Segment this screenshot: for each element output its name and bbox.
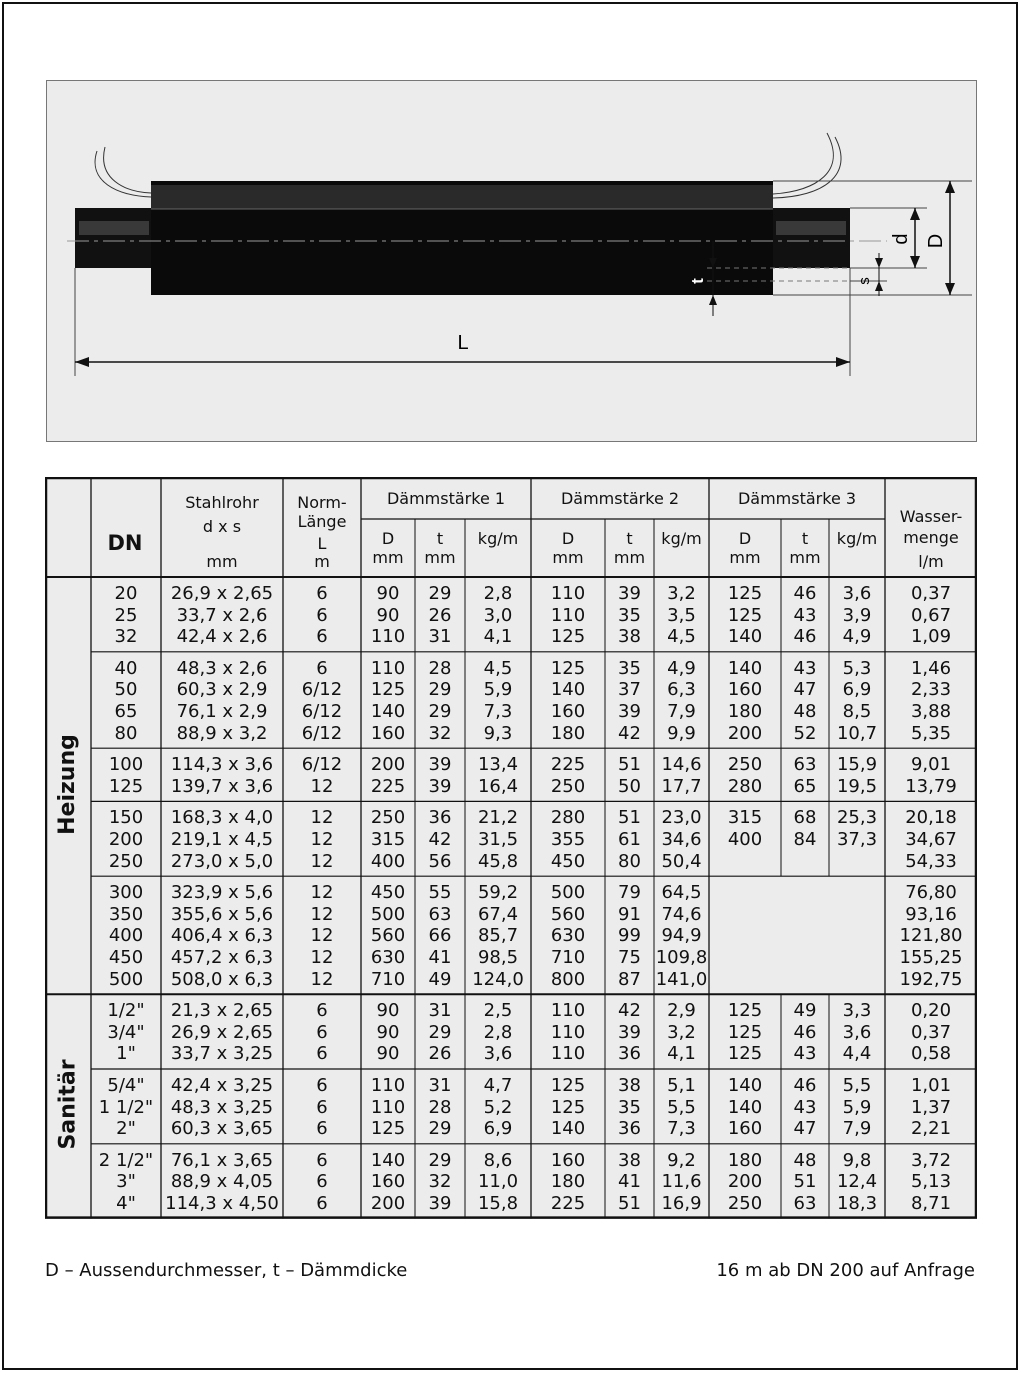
header-norm-unit: m [314, 552, 330, 571]
d3-col-1: 49 46 43 [793, 1000, 817, 1065]
d1-col-1: 29 32 39 [428, 1149, 452, 1214]
steel-pipe-values: 114,3 x 3,6 139,7 x 3,6 [170, 754, 274, 797]
d2-col-2: 23,0 34,6 50,4 [661, 807, 702, 872]
d3-col-1: 68 84 [793, 807, 817, 850]
d2-col-0: 125 140 160 180 [550, 657, 586, 744]
header-laenge: Länge [297, 512, 347, 531]
d3-col-2: 5,5 5,9 7,9 [842, 1075, 872, 1140]
d1-col-2: 2,5 2,8 3,6 [483, 1000, 513, 1065]
dn-values: 300 350 400 450 500 [108, 882, 144, 990]
d3-col-1: 48 51 63 [793, 1149, 817, 1214]
d2-col-0: 500 560 630 710 800 [550, 882, 586, 990]
d2-col-0: 280 355 450 [550, 807, 586, 872]
header-wasser-unit: l/m [918, 552, 944, 571]
d1-col-1: 39 39 [428, 754, 452, 797]
d2-col-2: 5,1 5,5 7,3 [667, 1075, 696, 1140]
header-dxs: d x s [202, 517, 242, 536]
footer-legend: D – Aussendurchmesser, t – Dämmdicke [45, 1260, 408, 1281]
d2-col-1: 42 39 36 [618, 1000, 641, 1065]
d1-col-0: 450 500 560 630 710 [370, 882, 406, 990]
dn-values: 150 200 250 [108, 807, 144, 872]
d3-col-1: 63 65 [793, 754, 817, 797]
d3-col-0: 125 125 140 [727, 583, 763, 648]
d3-col-1: 43 47 48 52 [793, 657, 817, 744]
d1-col-1: 31 28 29 [428, 1075, 452, 1140]
water-values: 20,18 34,67 54,33 [905, 807, 957, 872]
d2-col-1: 38 35 36 [618, 1075, 641, 1140]
water-values: 0,37 0,67 1,09 [910, 583, 952, 648]
subheader-2-1: t mm [613, 529, 646, 567]
subheader-1-2: kg/m [477, 529, 519, 548]
d3-col-2: 3,3 3,6 4,4 [842, 1000, 872, 1065]
d3-col-1: 46 43 46 [793, 583, 817, 648]
d1-col-2: 8,6 11,0 15,8 [477, 1149, 519, 1214]
insulation-label: t [688, 278, 707, 284]
header-norm: Norm- [297, 493, 347, 512]
length-values: 6/12 12 [301, 754, 343, 797]
dn-values: 40 50 65 80 [114, 657, 138, 744]
subheader-3-0: D mm [729, 529, 761, 567]
footer-note: 16 m ab DN 200 auf Anfrage [716, 1260, 975, 1281]
steel-pipe-values: 168,3 x 4,0 219,1 x 4,5 273,0 x 5,0 [170, 807, 274, 872]
d2-col-2: 64,5 74,6 94,9 109,8 141,0 [655, 882, 708, 990]
steel-pipe-values: 48,3 x 2,6 60,3 x 2,9 76,1 x 2,9 88,9 x 3,2 [176, 657, 268, 744]
dn-values: 5/4" 1 1/2" 2" [98, 1075, 154, 1140]
d2-col-1: 35 37 39 42 [618, 657, 641, 744]
d2-col-2: 4,9 6,3 7,9 9,9 [667, 657, 696, 744]
subheader-1-1: t mm [424, 529, 456, 567]
d1-col-0: 110 110 125 [370, 1075, 406, 1140]
d3-col-0: 315 400 [727, 807, 763, 850]
d3-col-0: 125 125 125 [727, 1000, 763, 1065]
d3-col-0: 250 280 [727, 754, 763, 797]
header-menge: menge [903, 528, 959, 547]
steel-pipe-values: 76,1 x 3,65 88,9 x 4,05 114,3 x 4,50 [165, 1149, 279, 1214]
d2-col-0: 225 250 [550, 754, 586, 797]
d1-col-2: 2,8 3,0 4,1 [483, 583, 513, 648]
d3-col-2: 3,6 3,9 4,9 [842, 583, 872, 648]
d3-col-2: 5,3 6,9 8,5 10,7 [836, 657, 878, 744]
dn-values: 1/2" 3/4" 1" [107, 1000, 145, 1065]
d1-col-1: 29 26 31 [428, 583, 452, 648]
water-values: 3,72 5,13 8,71 [910, 1149, 952, 1214]
empty-block [709, 876, 885, 994]
header-dn: DN [107, 531, 143, 555]
water-values: 1,01 1,37 2,21 [910, 1075, 952, 1140]
steel-pipe-values: 21,3 x 2,65 26,9 x 2,65 33,7 x 3,25 [170, 1000, 274, 1065]
pipe-end-left [75, 208, 153, 268]
length-values: 6 6 6 [316, 583, 328, 648]
d1-col-0: 250 315 400 [370, 807, 406, 872]
d2-col-1: 38 41 51 [618, 1149, 641, 1214]
subheader-3-1: t mm [789, 529, 821, 567]
d1-col-1: 28 29 29 32 [428, 657, 452, 744]
wall-label: s [856, 277, 873, 285]
dn-values: 2 1/2" 3" 4" [98, 1149, 154, 1214]
pipe-drawing [47, 81, 978, 443]
header-L: L [317, 534, 327, 553]
d2-col-1: 79 91 99 75 87 [618, 882, 641, 990]
subheader-1-0: D mm [372, 529, 404, 567]
d1-col-0: 140 160 200 [370, 1149, 406, 1214]
subheader-2-2: kg/m [661, 529, 702, 548]
section-label-0: Heizung [55, 733, 81, 835]
d3-col-0: 180 200 250 [727, 1149, 763, 1214]
outer-diameter-label: D [925, 233, 947, 249]
header-group3: Dämmstärke 3 [737, 489, 857, 508]
d1-col-2: 21,2 31,5 45,8 [477, 807, 519, 872]
d2-col-0: 110 110 110 [550, 1000, 586, 1065]
pipe-end-right [772, 208, 850, 268]
steel-pipe-values: 42,4 x 3,25 48,3 x 3,25 60,3 x 3,65 [170, 1075, 274, 1140]
d1-col-2: 4,7 5,2 6,9 [483, 1075, 513, 1140]
dimension-table [45, 477, 977, 1219]
header-group1: Dämmstärke 1 [386, 489, 506, 508]
length-values: 6 6 6 [316, 1149, 328, 1214]
water-values: 0,20 0,37 0,58 [910, 1000, 952, 1065]
d2-col-2: 14,6 17,7 [661, 754, 702, 797]
d3-col-2: 15,9 19,5 [836, 754, 878, 797]
header-stahlrohr: Stahlrohr [185, 493, 259, 512]
d2-col-0: 125 125 140 [550, 1075, 586, 1140]
inner-diameter-label: d [890, 233, 912, 245]
header-stahlrohr-unit: mm [206, 552, 238, 571]
d3-col-2: 9,8 12,4 18,3 [836, 1149, 878, 1214]
length-values: 12 12 12 12 12 [310, 882, 334, 990]
steel-pipe-values: 26,9 x 2,65 33,7 x 2,6 42,4 x 2,6 [170, 583, 274, 648]
d2-col-2: 2,9 3,2 4,1 [667, 1000, 696, 1065]
d3-col-0: 140 160 180 200 [727, 657, 763, 744]
subheader-3-2: kg/m [836, 529, 878, 548]
d1-col-0: 200 225 [370, 754, 406, 797]
length-values: 6 6/12 6/12 6/12 [301, 657, 343, 744]
section-label-1: Sanitär [55, 1059, 81, 1150]
d2-col-2: 9,2 11,6 16,9 [661, 1149, 702, 1214]
length-label: L [457, 332, 469, 354]
d2-col-1: 39 35 38 [618, 583, 641, 648]
d2-col-1: 51 50 [618, 754, 641, 797]
d3-col-0: 140 140 160 [727, 1075, 763, 1140]
water-values: 9,01 13,79 [905, 754, 957, 797]
d1-col-0: 110 125 140 160 [370, 657, 406, 744]
dn-values: 20 25 32 [114, 583, 138, 648]
d1-col-1: 36 42 56 [428, 807, 452, 872]
water-values: 1,46 2,33 3,88 5,35 [910, 657, 952, 744]
d2-col-1: 51 61 80 [618, 807, 641, 872]
dn-values: 100 125 [108, 754, 144, 797]
d1-col-0: 90 90 110 [370, 583, 406, 648]
d1-col-1: 55 63 66 41 49 [428, 882, 452, 990]
length-values: 6 6 6 [316, 1075, 328, 1140]
water-values: 76,80 93,16 121,80 155,25 192,75 [899, 882, 963, 990]
length-values: 6 6 6 [316, 1000, 328, 1065]
steel-pipe-values: 323,9 x 5,6 355,6 x 5,6 406,4 x 6,3 457,2 x 6,3 508,0 x 6,3 [170, 882, 274, 990]
d2-col-2: 3,2 3,5 4,5 [667, 583, 696, 648]
pipe-diagram [46, 80, 977, 442]
d1-col-0: 90 90 90 [376, 1000, 400, 1065]
d1-col-2: 59,2 67,4 85,7 98,5 124,0 [472, 882, 524, 990]
d1-col-1: 31 29 26 [428, 1000, 452, 1065]
length-values: 12 12 12 [310, 807, 334, 872]
d1-col-2: 4,5 5,9 7,3 9,3 [483, 657, 513, 744]
subheader-2-0: D mm [552, 529, 584, 567]
header-group2: Dämmstärke 2 [560, 489, 680, 508]
d1-col-2: 13,4 16,4 [477, 754, 519, 797]
d2-col-0: 110 110 125 [550, 583, 586, 648]
d2-col-0: 160 180 225 [550, 1149, 586, 1214]
d3-col-2: 25,3 37,3 [836, 807, 878, 850]
header-wasser: Wasser- [899, 507, 963, 526]
d3-col-1: 46 43 47 [793, 1075, 817, 1140]
